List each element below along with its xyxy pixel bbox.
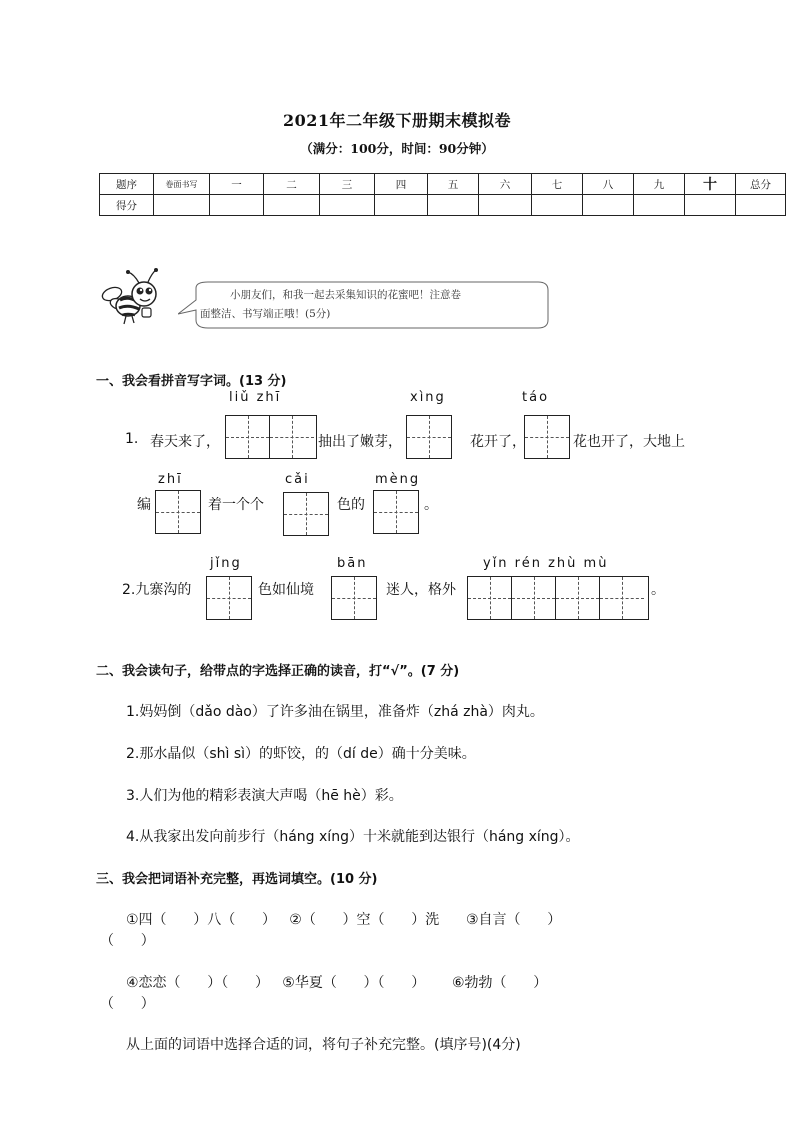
pinyin-tao: táo [522,390,550,405]
pinyin-liu-zhi: liǔ zhī [229,390,282,405]
table-cell: 题序 [100,174,154,195]
table-cell: 九 [634,174,685,195]
q1-text-7: 色的 [337,497,365,513]
section-2-heading: 二、我会读句子，给带点的字选择正确的读音，打“√”。(7 分) [96,664,460,679]
section-1-heading: 一、我会看拼音写字词。(13 分) [96,374,287,389]
intro-line-2: 面整洁、书写端正哦！(5分) [200,308,331,320]
q2-text-4: 。 [651,582,665,598]
writing-grid-liu-zhi[interactable] [225,415,317,459]
table-cell: 五 [428,174,479,195]
table-cell: 卷面书写 [154,174,210,195]
score-cell[interactable] [634,195,685,216]
intro-line-1: 小朋友们，和我一起去采集知识的花蜜吧！注意卷 [230,289,461,301]
section-2-item-1: 1.妈妈倒（dǎo dào）了许多油在锅里，准备炸（zhá zhà）肉丸。 [126,704,544,720]
writing-grid-jing[interactable] [206,576,252,620]
pinyin-yin-ren-zhu-mu: yǐn rén zhù mù [483,556,609,571]
section-3-row-1-wrap: （ ） [100,933,155,949]
section-2-item-3: 3.人们为他的精彩表演大声喝（hē hè）彩。 [126,788,403,804]
page-title: 2021年二年级下册期末模拟卷 [282,111,512,130]
section-3-row-2: ④恋恋（ ）（ ） ⑤华夏（ ）（ ） ⑥勃勃（ ） [126,975,548,991]
page-subtitle: （满分：100分，时间：90分钟） [300,141,494,156]
q1-text-5: 编 [137,497,151,513]
writing-grid-zhi[interactable] [155,490,201,534]
q1-text-4: 花也开了，大地上 [573,434,685,450]
section-3-row-1: ①四（ ）八（ ） ②（ ）空（ ）洗 ③自言（ ） [126,912,562,928]
q2-text-3: 迷人，格外 [386,582,456,598]
table-cell: 六 [479,174,532,195]
section-2-item-4: 4.从我家出发向前步行（háng xíng）十米就能到达银行（háng xíng）。 [126,829,580,845]
q1-text-8: 。 [424,497,438,513]
table-cell: 八 [583,174,634,195]
intro-text [200,286,550,324]
table-cell: 二 [264,174,320,195]
writing-grid-xing[interactable] [406,415,452,459]
q1-text-2: 抽出了嫩芽， [318,434,402,450]
pinyin-xing: xìng [410,390,446,405]
q2-text-2: 色如仙境 [258,582,314,598]
score-cell[interactable] [428,195,479,216]
table-cell: 四 [375,174,428,195]
q1-text-6: 着一个个 [208,497,264,513]
pinyin-zhi: zhī [158,472,183,487]
score-cell[interactable] [685,195,736,216]
score-cell[interactable] [583,195,634,216]
table-cell: 十 [685,174,736,195]
score-cell[interactable] [210,195,264,216]
score-cell[interactable] [320,195,375,216]
writing-grid-cai[interactable] [283,492,329,536]
table-cell: 三 [320,174,375,195]
pinyin-ban: bān [337,556,368,571]
score-cell[interactable] [736,195,786,216]
section-3-row-2-wrap: （ ） [100,996,155,1012]
table-cell: 得分 [100,195,154,216]
score-cell[interactable] [375,195,428,216]
score-table-header-row [100,174,786,195]
pinyin-jing: jǐng [210,556,242,571]
q1-text-1: 春天来了， [150,434,220,450]
score-cell[interactable] [154,195,210,216]
q1-number: 1. [125,431,139,447]
writing-grid-meng[interactable] [373,490,419,534]
table-cell: 七 [532,174,583,195]
score-table-score-row [100,195,786,216]
pinyin-meng: mèng [375,472,421,487]
writing-grid-ban[interactable] [331,576,377,620]
q1-text-3: 花开了， [470,434,526,450]
score-cell[interactable] [532,195,583,216]
score-cell[interactable] [264,195,320,216]
section-3-instruction: 从上面的词语中选择合适的词，将句子补充完整。(填序号)(4分) [126,1037,521,1053]
table-cell: 一 [210,174,264,195]
writing-grid-tao[interactable] [524,415,570,459]
score-table [99,173,786,216]
q2-text-1: 2.九寨沟的 [122,582,192,598]
writing-grid-yin-ren-zhu-mu[interactable] [467,576,649,620]
table-cell: 总分 [736,174,786,195]
section-3-heading: 三、我会把词语补充完整，再选词填空。(10 分) [96,872,378,887]
pinyin-cai: cǎi [285,472,310,487]
bee-mascot-icon [98,268,170,330]
section-2-item-2: 2.那水晶似（shì sì）的虾饺，的（dí de）确十分美味。 [126,746,476,762]
score-cell[interactable] [479,195,532,216]
